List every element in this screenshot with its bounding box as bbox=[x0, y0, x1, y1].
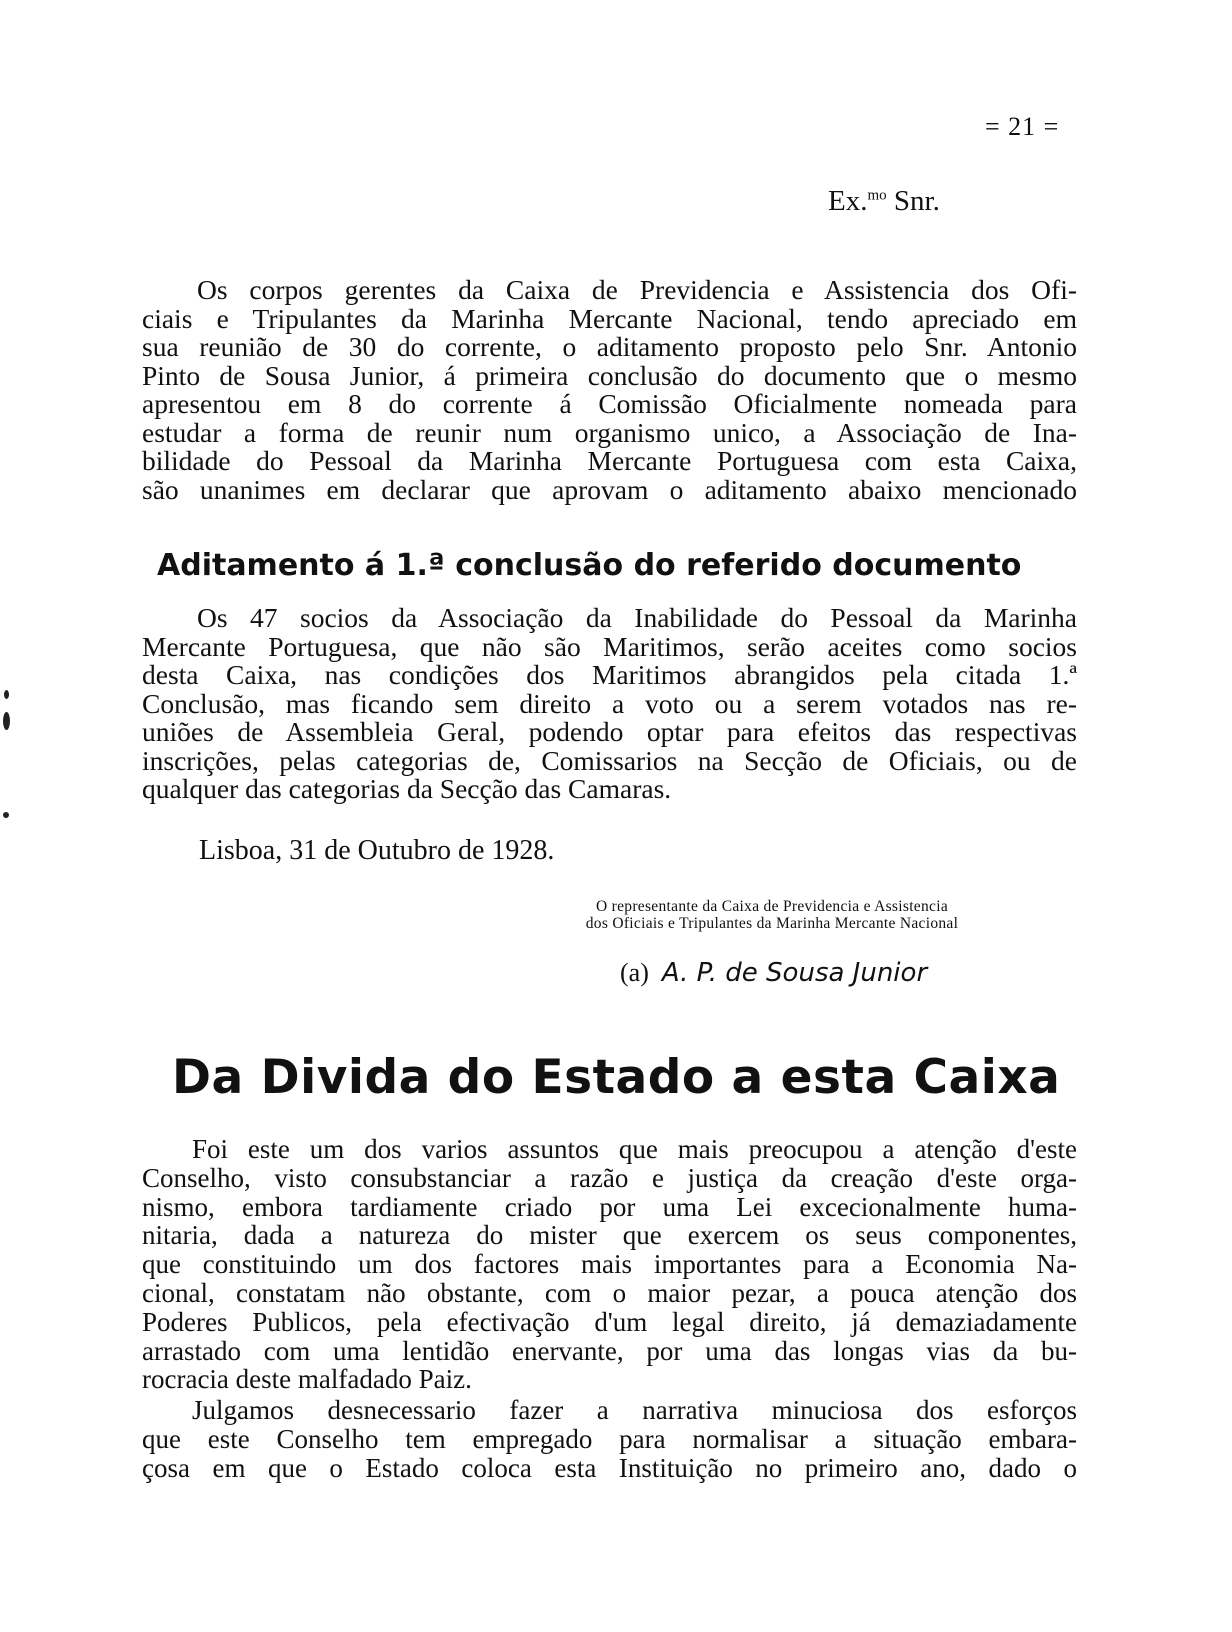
text-line: inscrições, pelas categorias de, Comissarios na Secção de Oficiais, ou de bbox=[142, 744, 1077, 776]
text-line: Os corpos gerentes da Caixa de Previdencia e Assistencia dos Ofi- bbox=[197, 274, 1077, 305]
text-line: apresentou em 8 do corrente á Comissão Oficialmente nomeada para bbox=[142, 388, 1077, 419]
salutation-superscript: mo bbox=[867, 187, 887, 204]
section-title: Da Divida do Estado a esta Caixa bbox=[172, 1050, 1061, 1105]
text-line: Foi este um dos varios assuntos que mais preocupou a atenção d'este bbox=[192, 1134, 1077, 1164]
signature-prefix: (a) bbox=[620, 958, 649, 987]
text-line: Mercante Portuguesa, que não são Maritimos, serão aceites como socios bbox=[142, 630, 1077, 662]
paragraph-efforts bbox=[142, 1396, 1077, 1482]
signatory-title-line: O representante da Caixa de Previdencia e Assistencia bbox=[595, 898, 949, 915]
text-line: Os 47 socios da Associação da Inabilidade do Pessoal da Marinha bbox=[197, 602, 1077, 633]
text-line: desta Caixa, nas condições dos Maritimos abrangidos pela citada 1.ª bbox=[142, 659, 1077, 690]
text-line: sua reunião de 30 do corrente, o aditamento proposto pelo Snr. Antonio bbox=[142, 331, 1077, 362]
salutation-prefix: Ex. bbox=[828, 185, 868, 217]
text-line: Pinto de Sousa Junior, á primeira conclusão do documento que o mesmo bbox=[142, 359, 1077, 391]
text-line: Conclusão, mas ficando sem direito a voto ou a serem votados nas re- bbox=[142, 687, 1077, 719]
paragraph-debt bbox=[142, 1135, 1077, 1394]
signatory-title bbox=[512, 898, 1032, 932]
scan-speck bbox=[4, 690, 9, 699]
text-line: rocracia deste malfadado Paiz. bbox=[142, 1364, 472, 1395]
text-line: arrastado com uma lentidão enervante, por uma das longas vias da bu- bbox=[142, 1335, 1077, 1366]
text-line: uniões de Assembleia Geral, podendo optar para efeitos das respectivas bbox=[142, 716, 1077, 747]
text-line: são unanimes em declarar que aprovam o aditamento abaixo mencionado bbox=[142, 473, 1077, 505]
paragraph-addendum bbox=[142, 604, 1077, 804]
signature bbox=[620, 958, 927, 988]
signatory-title-line: dos Oficiais e Tripulantes da Marinha Mercante Nacional bbox=[585, 915, 959, 932]
scan-speck bbox=[3, 712, 10, 730]
text-line: Conselho, visto consubstanciar a razão e justiça da creação d'este orga- bbox=[142, 1162, 1077, 1193]
text-line: que constituindo um dos factores mais importantes para a Economia Na- bbox=[142, 1249, 1077, 1280]
scan-speck bbox=[3, 812, 9, 818]
salutation-suffix: Snr. bbox=[886, 185, 940, 217]
signature-name: A. P. de Sousa Junior bbox=[661, 958, 928, 988]
text-line: çosa em que o Estado coloca esta Instituição no primeiro ano, dado o bbox=[142, 1452, 1077, 1483]
text-line: nismo, embora tardiamente criado por uma Lei excecionalmente huma- bbox=[142, 1191, 1077, 1222]
text-line: bilidade do Pessoal da Marinha Mercante Portuguesa com esta Caixa, bbox=[142, 445, 1077, 476]
text-line: ciais e Tripulantes da Marinha Mercante Nacional, tendo apreciado em bbox=[142, 302, 1077, 334]
salutation bbox=[828, 185, 940, 218]
text-line: nitaria, dada a natureza do mister que exercem os seus componentes, bbox=[142, 1220, 1077, 1251]
text-line: estudar a forma de reunir num organismo unico, a Associação de Ina- bbox=[142, 416, 1077, 448]
text-line: Poderes Publicos, pela efectivação d'um legal direito, já demaziadamente bbox=[142, 1306, 1077, 1337]
text-line: qualquer das categorias da Secção das Camaras. bbox=[142, 773, 672, 804]
page-number: = 21 = bbox=[985, 112, 1060, 141]
addendum-heading: Aditamento á 1.ª conclusão do referido documento bbox=[157, 548, 1022, 583]
dateline: Lisboa, 31 de Outubro de 1928. bbox=[199, 835, 555, 866]
text-line: que este Conselho tem empregado para normalisar a situação embara- bbox=[142, 1423, 1077, 1454]
text-line: Julgamos desnecessario fazer a narrativa minuciosa dos esforços bbox=[192, 1395, 1077, 1425]
text-line: cional, constatam não obstante, com o maior pezar, a pouca atenção dos bbox=[142, 1277, 1077, 1308]
paragraph-intro bbox=[142, 276, 1077, 504]
